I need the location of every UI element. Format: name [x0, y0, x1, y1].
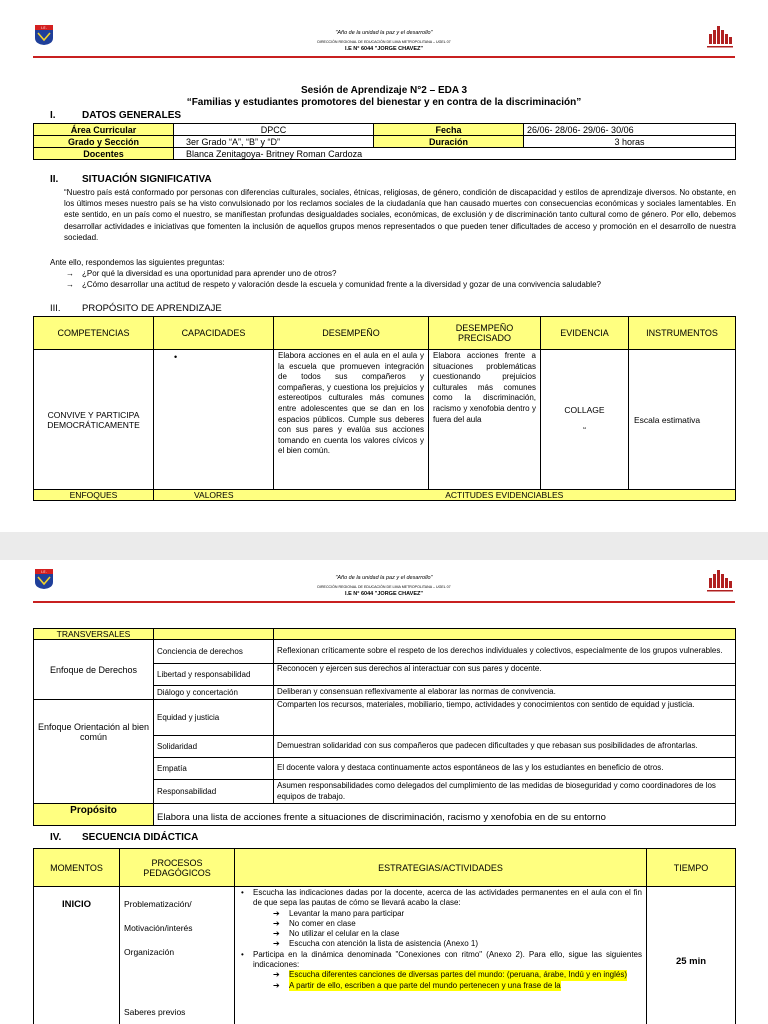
question-text: ¿Cómo desarrollar una actitud de respeto y valoración desde la escuela y comunidad frente a la diversidad y gozar de una convivencia saludable?	[82, 280, 601, 289]
col-header: ESTRATEGIAS/ACTIVIDADES	[235, 849, 647, 887]
desempeno-cell: Elabora acciones en el aula en el aula y la escuela que promueven integración de todos sus compañeros y compañeras, y cuestiona los prejuicios y estereotipos culturales más comunes entre adolescentes que se dan en los espacios públicos. Cumple sus deberes con sus pares y evalúa sus acciones tomando en cuenta los valores cívicos y el bien común.	[274, 350, 429, 490]
actitud-cell: Deliberan y consensuan reflexivamente al elaborar las normas de convivencia.	[274, 686, 736, 700]
proceso-item: Saberes previos	[124, 1007, 186, 1017]
bullet-icon: •	[241, 888, 244, 897]
docentes-value: Blanca Zenitagoya- Britney Roman Cardoza	[174, 148, 736, 160]
evidencia-text: COLLAGE	[564, 404, 605, 415]
question-text: ¿Por qué la diversidad es una oportunidad para aprender uno de otros?	[82, 269, 337, 278]
footer-header: VALORES	[154, 490, 274, 501]
arrow-right-icon: ➔	[273, 918, 280, 928]
actitud-cell: El docente valora y destaca continuamente actos espontáneos de las y los estudiantes en beneficio de otros.	[274, 758, 736, 780]
sub-text: Escucha con atención la lista de asistencia (Anexo 1)	[289, 939, 478, 949]
col-header: DESEMPEÑO PRECISADO	[429, 317, 541, 350]
enfoque-derechos: Enfoque de Derechos	[34, 640, 154, 700]
arrow-right-icon: →	[66, 280, 74, 289]
header-rule	[33, 56, 735, 58]
empty-cell	[154, 629, 274, 640]
instrumento-cell: Escala estimativa	[629, 350, 736, 490]
activity-bullet	[239, 950, 642, 971]
sub-item	[273, 919, 642, 929]
page-gap	[0, 532, 768, 560]
arrow-right-icon: ➔	[273, 908, 280, 918]
col-header: COMPETENCIAS	[34, 317, 154, 350]
sub-text: No comer en clase	[289, 918, 356, 928]
header-school: I.E N° 6044 "JORGE CHAVEZ"	[345, 46, 423, 52]
procesos-cell	[120, 887, 235, 1024]
section-heading	[50, 303, 222, 314]
valor-cell: Diálogo y concertación	[154, 686, 274, 700]
activities-cell	[235, 887, 647, 1024]
ministry-logo-icon	[703, 24, 737, 50]
col-header: DESEMPEÑO	[274, 317, 429, 350]
bullet-icon: •	[241, 949, 244, 959]
proceso-item: Organización	[124, 947, 175, 957]
arrow-right-icon: ➔	[273, 980, 280, 990]
docentes-label: Docentes	[34, 148, 174, 160]
valor-cell: Libertad y responsabilidad	[154, 664, 274, 686]
section-heading	[50, 174, 212, 185]
enfoque-bien-comun: Enfoque Orientación al bien común	[34, 700, 154, 804]
question-item	[66, 269, 336, 278]
session-subtitle: “Familias y estudiantes promotores del bienestar y en contra de la discriminación”	[186, 97, 582, 108]
session-title: Sesión de Aprendizaje N°2 – EDA 3	[300, 85, 468, 96]
svg-text:I.E.: I.E.	[41, 570, 47, 574]
section-title: SECUENCIA DIDÁCTICA	[82, 832, 199, 843]
col-header: INSTRUMENTOS	[629, 317, 736, 350]
grado-value: 3er Grado “A”, “B” y “D”	[174, 136, 374, 148]
col-header: EVIDENCIA	[541, 317, 629, 350]
sub-item	[273, 970, 642, 980]
sub-text-highlighted: Escucha diferentes canciones de diversas partes del mundo: (peruana, árabe, Indú y en inglés)	[289, 970, 627, 980]
header-motto: "Año de la unidad la paz y el desarrollo"	[335, 30, 433, 36]
col-header: CAPACIDADES	[154, 317, 274, 350]
actitud-cell: Reflexionan críticamente sobre el respeto de los derechos individuales y colectivos, especialmente de los grupos vulnerables.	[274, 640, 736, 664]
proposito-label: Propósito	[34, 804, 154, 826]
fecha-label: Fecha	[374, 124, 524, 136]
proceso-item: Problematización/	[124, 899, 192, 909]
section-number: II.	[50, 174, 59, 185]
duracion-value: 3 horas	[524, 136, 736, 148]
col-header: TIEMPO	[647, 849, 736, 887]
section-number: I.	[50, 110, 56, 121]
valor-cell: Equidad y justicia	[154, 700, 274, 736]
values-table	[33, 628, 736, 826]
arrow-right-icon: →	[66, 269, 74, 278]
grado-label: Grado y Sección	[34, 136, 174, 148]
footer-header: ACTITUDES EVIDENCIABLES	[274, 490, 736, 501]
general-data-table	[33, 123, 736, 160]
proposito-text: Elabora una lista de acciones frente a situaciones de discriminación, racismo y xenofobia en de su entorno	[154, 804, 736, 826]
section-number: IV.	[50, 832, 62, 843]
footer-header: ENFOQUES	[34, 490, 154, 501]
area-label: Área Curricular	[34, 124, 174, 136]
valor-cell: Responsabilidad	[154, 780, 274, 804]
section-title: DATOS GENERALES	[82, 110, 182, 121]
activity-bullet	[239, 888, 642, 909]
competencia-cell: CONVIVE Y PARTICIPA DEMOCRÁTICAMENTE	[34, 350, 154, 490]
header-direction: DIRECCIÓN REGIONAL DE EDUCACIÓN DE LIMA METROPOLITANA – UGEL 07	[317, 40, 451, 44]
header-rule	[33, 601, 735, 603]
transversales-label: TRANSVERSALES	[34, 629, 154, 640]
evidencia-cell	[541, 350, 629, 490]
learning-purpose-table	[33, 316, 736, 501]
header-school: I.E N° 6044 "JORGE CHAVEZ"	[345, 591, 423, 597]
header-motto: "Año de la unidad la paz y el desarrollo"	[335, 575, 433, 581]
col-header: PROCESOS PEDAGÓGICOS	[120, 849, 235, 887]
arrow-right-icon: ➔	[273, 939, 280, 949]
evidencia-mark: “	[583, 424, 586, 435]
sub-item	[273, 939, 642, 949]
page-header	[0, 560, 768, 616]
header-direction: DIRECCIÓN REGIONAL DE EDUCACIÓN DE LIMA METROPOLITANA – UGEL 07	[317, 585, 451, 589]
sub-text: Levantar la mano para participar	[289, 908, 405, 918]
actitud-cell: Comparten los recursos, materiales, mobiliario, tiempo, actividades y conocimientos con sentido de equidad y justicia.	[274, 700, 736, 736]
question-item	[66, 280, 601, 289]
area-value: DPCC	[174, 124, 374, 136]
valor-cell: Empatía	[154, 758, 274, 780]
situation-text: “Nuestro país está conformado por personas con diferencias culturales, sociales, étnicas, religiosas, de género, condición de discapacidad y estilos de aprendizaje diversos. No obstante, en los últimos meses nuestro país se ha visto convulsionado por los reclamos sociales de la ciudadanía que han causado muertes con consecuencias económicas y sociales lamentables. En este sentido, en un país como el nuestro, se manifiestan profundas desigualdades sociales, económicas, de exclusión y de discriminación tanto cultural como de género. Por ello, debemos desarrollar actividades e iniciativas que fomenten la inclusión de aquellos grupos menos representados o que pueden tener dificultades de acceso y promoción en el desarrollo de nuestra sociedad.	[64, 188, 736, 242]
valor-cell: Conciencia de derechos	[154, 640, 274, 664]
actitud-cell: Asumen responsabilidades como delegados del cumplimiento de las medidas de bioseguridad y como coordinadores de los equipos de trabajo.	[274, 780, 736, 804]
ministry-logo-icon	[703, 568, 737, 594]
questions-intro: Ante ello, respondemos las siguientes preguntas:	[50, 258, 225, 267]
section-number: III.	[50, 303, 61, 314]
valor-cell: Solidaridad	[154, 736, 274, 758]
arrow-right-icon: ➔	[273, 929, 280, 939]
fecha-value: 26/06- 28/06- 29/06- 30/06	[524, 124, 736, 136]
section-heading	[50, 110, 181, 121]
arrow-right-icon: ➔	[273, 970, 280, 980]
sub-item	[273, 909, 642, 919]
sub-item	[273, 981, 642, 991]
page-2	[0, 560, 768, 1024]
didactic-sequence-table	[33, 848, 736, 1024]
empty-cell	[274, 629, 736, 640]
actitud-cell: Demuestran solidaridad con sus compañeros que padecen dificultades y que rebasan sus posibilidades de afrontarlas.	[274, 736, 736, 758]
desempeno-precisado-cell: Elabora acciones frente a situaciones problemáticas cuestionando prejuicios culturales más comunes como la discriminación, racismo y xenofobia dentro y fuera del aula	[429, 350, 541, 490]
capacidad-cell: •	[154, 350, 274, 490]
momento-cell: INICIO	[34, 887, 120, 1024]
activity-text: Escucha las indicaciones dadas por la docente, acerca de las actividades permanentes en el aula con el fin de que sepa las pautas de cómo se llevará acabo la clase:	[253, 888, 642, 908]
sub-text-highlighted: A partir de ello, escriben a que parte del mundo pertenecen y una frase de la	[289, 980, 561, 990]
sub-text: No utilizar el celular en la clase	[289, 929, 400, 939]
svg-text:I.E.: I.E.	[41, 26, 47, 30]
col-header: MOMENTOS	[34, 849, 120, 887]
proceso-item: Motivación/interés	[124, 923, 193, 933]
sub-list	[239, 909, 642, 950]
section-heading	[50, 832, 198, 843]
section-title: PROPÓSITO DE APRENDIZAJE	[82, 303, 222, 314]
actitud-cell: Reconocen y ejercen sus derechos al interactuar con sus pares y docente.	[274, 664, 736, 686]
section-title: SITUACIÓN SIGNIFICATIVA	[82, 174, 212, 185]
tiempo-cell: 25 min	[647, 887, 736, 1024]
sub-item	[273, 929, 642, 939]
page-header	[0, 0, 768, 56]
duracion-label: Duración	[374, 136, 524, 148]
activity-text: Participa en la dinámica denominada "Conexiones con ritmo" (Anexo 2). Para ello, sigue las siguientes indicaciones:	[253, 949, 642, 970]
sub-list	[239, 970, 642, 991]
